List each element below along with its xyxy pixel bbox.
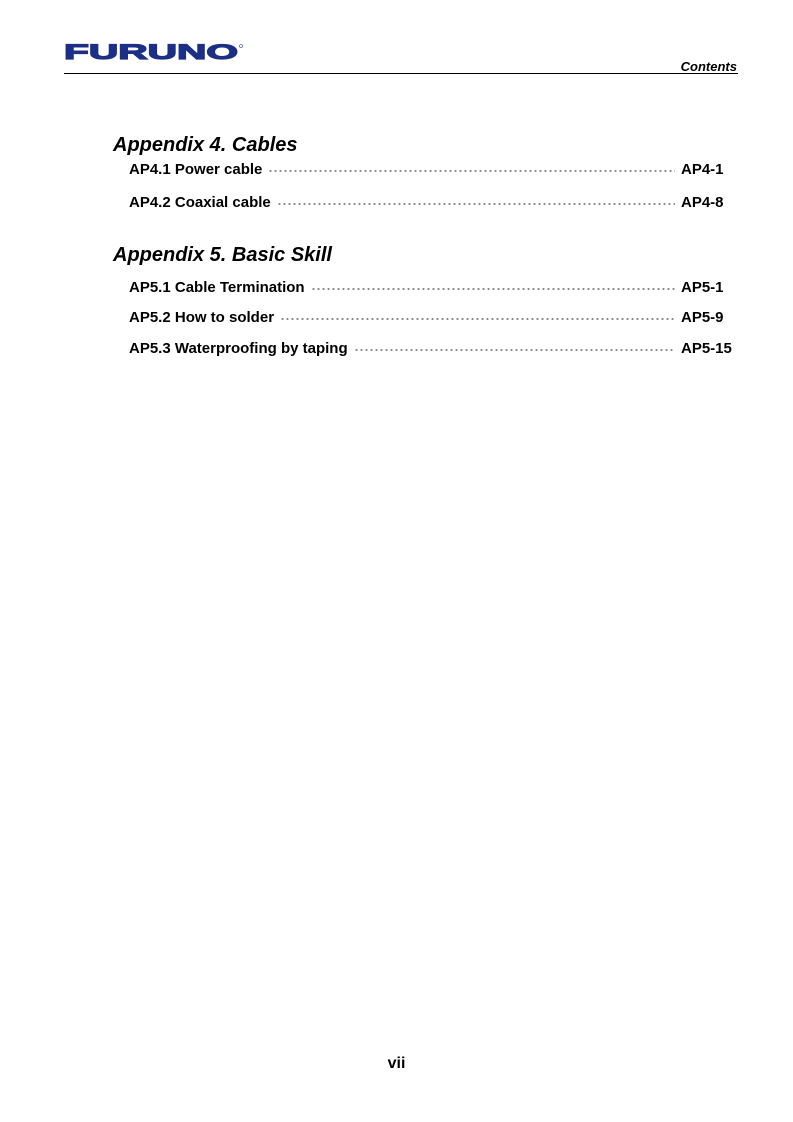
toc-entry-label: AP4.2 Coaxial cable (129, 194, 271, 211)
toc-entry[interactable] (129, 161, 735, 179)
toc-entry-label: AP5.3 Waterproofing by taping (129, 340, 348, 357)
toc-entry-label: AP4.1 Power cable (129, 161, 263, 178)
header-rule (64, 73, 738, 74)
toc-entry-page: AP4-8 (681, 194, 724, 211)
toc-entry-label: AP5.2 How to solder (129, 309, 275, 326)
toc-entry-page: AP5-1 (681, 279, 724, 296)
toc-entry[interactable] (129, 309, 735, 327)
dot-leader (280, 317, 675, 321)
toc-section-appendix-4 (113, 133, 735, 211)
toc-entry-page: AP5-15 (681, 340, 732, 357)
toc-entry-page: AP4-1 (681, 161, 724, 178)
toc-entry[interactable] (129, 279, 735, 297)
registered-mark-icon (240, 45, 243, 48)
toc-section-appendix-5 (113, 243, 735, 357)
header-section-label: Contents (680, 59, 737, 74)
toc-entry-page: AP5-9 (681, 309, 724, 326)
page-number: vii (387, 1055, 406, 1072)
dot-leader (277, 202, 675, 206)
dot-leader (354, 348, 675, 352)
toc-entry[interactable] (129, 340, 735, 358)
dot-leader (311, 287, 675, 291)
logo-lettering: FURUNO (64, 42, 238, 62)
furuno-logo (64, 42, 244, 62)
toc-section-title: Appendix 4. Cables (113, 134, 298, 156)
toc-entry[interactable] (129, 194, 735, 212)
dot-leader (268, 169, 675, 173)
furuno-logo-mark (64, 42, 244, 62)
toc-section-title: Appendix 5. Basic Skill (113, 244, 332, 266)
toc-entry-label: AP5.1 Cable Termination (129, 279, 305, 296)
